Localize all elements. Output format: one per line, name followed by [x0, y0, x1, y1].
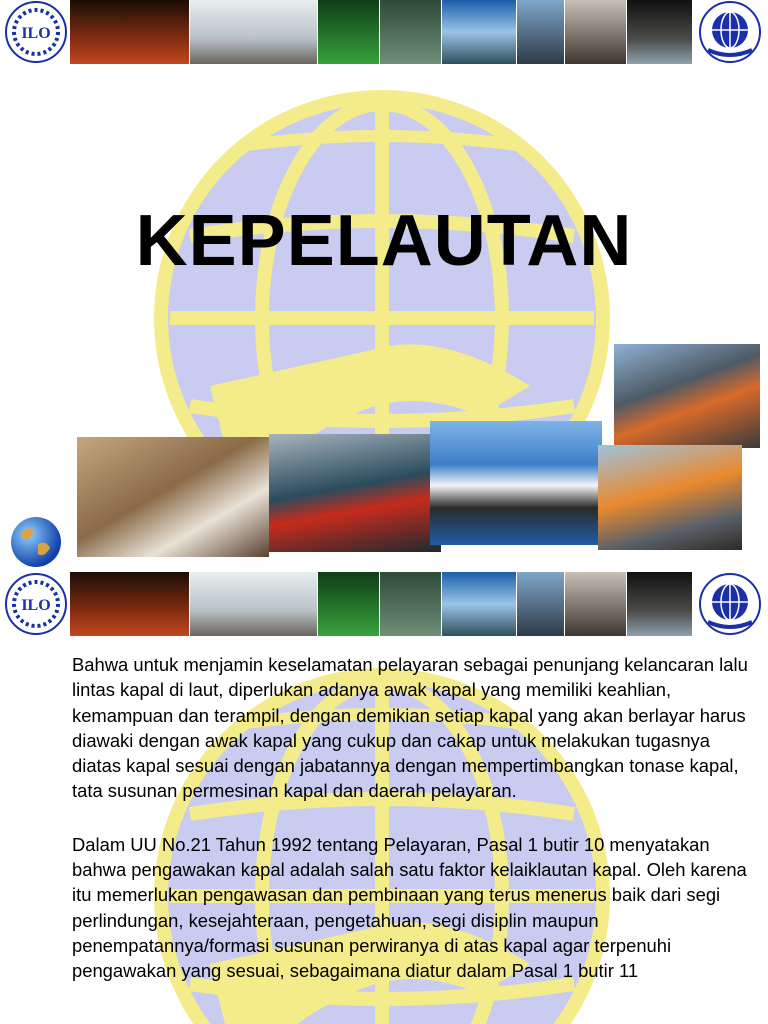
ilo-logo [0, 572, 72, 636]
deck-photo [565, 0, 627, 64]
engine-room-photo [627, 572, 692, 636]
header-banner [0, 0, 768, 66]
imo-logo [694, 572, 766, 636]
deck-photo [565, 572, 627, 636]
monitor-photo [380, 0, 442, 64]
ship-bridge-photo-strip [70, 0, 692, 64]
control-room-photo [190, 0, 318, 64]
imo-logo [694, 0, 766, 64]
page-title: KEPELAUTAN [135, 201, 633, 281]
header-banner [0, 572, 768, 638]
ilo-logo [0, 0, 72, 64]
navigation-display-photo [442, 0, 517, 64]
paragraph-2: Dalam UU No.21 Tahun 1992 tentang Pelayaran, Pasal 1 butir 10 menyatakan bahwa pengawakan kapal adalah salah satu faktor kelaiklautan kapal. Oleh karena itu memerlukan pengawasan dan pembinaan yang terus menerus baik dari segi perlindungan, kesejahteraan, pengetahuan, segi disiplin maupun penempatannya/formasi susunan perwiranya di atas kapal agar terpenuhi pengawakan yang sesuai, sebagaimana diatur dalam Pasal 1 butir 11 [72, 833, 747, 982]
sea-view-photo [517, 572, 565, 636]
deck-workers-photo [598, 445, 742, 550]
control-room-photo [190, 572, 318, 636]
bridge-console-photo [70, 0, 190, 64]
content-slide [0, 572, 768, 1024]
tanker-ship-photo [430, 421, 602, 545]
seafarer-on-deck-photo [269, 434, 441, 552]
earth-globe-icon [8, 514, 64, 570]
monitor-photo [380, 572, 442, 636]
sea-view-photo [517, 0, 565, 64]
body-text [72, 652, 752, 1012]
engine-room-photo [627, 0, 692, 64]
paragraph-1: Bahwa untuk menjamin keselamatan pelayaran sebagai penunjang kelancaran lalu lintas kapal di laut, diperlukan adanya awak kapal yang memiliki keahlian, kemampuan dan terampil, dengan demikian setiap kapal yang akan berlayar harus diawaki dengan awak kapal yang cukup dan cakap untuk melakukan tugasnya diatas kapal sesuai dengan jabatannya dengan mempertimbangkan tonase kapal, tata susunan permesinan kapal dan daerah pelayaran. [72, 654, 748, 802]
deck-crew-photo [614, 344, 760, 448]
radar-screen-photo [318, 572, 380, 636]
ship-bridge-photo-strip [70, 572, 692, 636]
classroom-training-photo [77, 437, 269, 557]
navigation-display-photo [442, 572, 517, 636]
bridge-console-photo [70, 572, 190, 636]
radar-screen-photo [318, 0, 380, 64]
